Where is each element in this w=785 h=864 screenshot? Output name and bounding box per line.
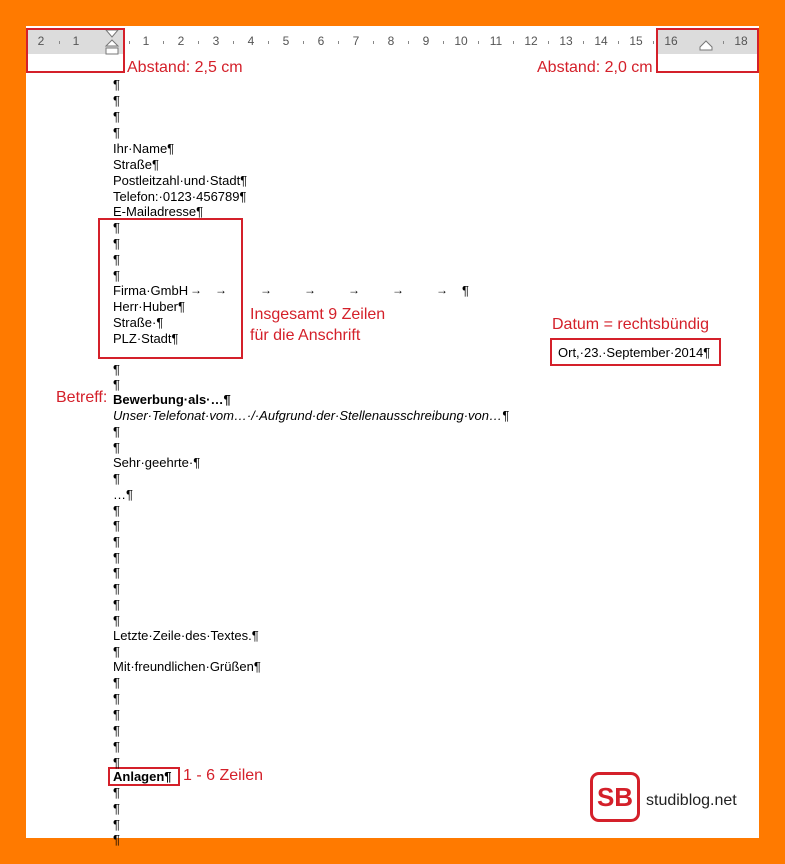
date-note-label: Datum = rechtsbündig (552, 316, 709, 333)
ruler-number: 2 (177, 34, 185, 48)
blank-line: ¶ (113, 77, 120, 92)
ruler-number: 15 (629, 34, 643, 48)
date-line: Ort,·23.·September·2014¶ (558, 345, 711, 360)
blank-line: ¶ (113, 581, 120, 596)
ruler-number: 12 (524, 34, 538, 48)
blank-line: ¶ (113, 518, 120, 533)
ruler-number: 13 (559, 34, 573, 48)
tab-arrow-icon: → (304, 283, 316, 297)
ruler-tick (408, 41, 409, 44)
blank-line: ¶ (113, 534, 120, 549)
blank-line: ¶ (113, 377, 120, 392)
right-margin-highlight (656, 28, 759, 73)
ruler-tick (653, 41, 654, 44)
blank-line: ¶ (113, 785, 120, 800)
tab-arrow-icon: → (260, 283, 272, 297)
blank-line: ¶ (113, 817, 120, 832)
tab-arrow-icon: → (392, 283, 404, 297)
sender-line: Straße¶ (113, 157, 159, 172)
ruler-tick (513, 41, 514, 44)
blank-line: ¶ (113, 550, 120, 565)
subject-line: Bewerbung·als·…¶ (113, 392, 231, 407)
subject-label: Betreff: (56, 389, 108, 406)
ruler-tick (163, 41, 164, 44)
blank-line: ¶ (113, 707, 120, 722)
ruler-tick (443, 41, 444, 44)
blank-line: ¶ (113, 801, 120, 816)
ruler-number: 11 (489, 34, 503, 48)
tab-arrow-icon: → (348, 283, 360, 297)
ruler-number: 9 (422, 34, 430, 48)
ruler-tick (478, 41, 479, 44)
ruler-number: 8 (387, 34, 395, 48)
recipient-line: Straße·¶ (113, 315, 164, 330)
blank-line: ¶ (113, 440, 120, 455)
ruler-number: 18 (734, 34, 748, 48)
attachments-line: Anlagen¶ (113, 769, 172, 784)
blank-line: ¶ (113, 236, 120, 251)
left-margin-label: Abstand: 2,5 cm (127, 59, 243, 76)
blank-line: ¶ (113, 739, 120, 754)
salutation-line: Sehr·geehrte·¶ (113, 455, 201, 470)
ruler-tick (338, 41, 339, 44)
studiblog-name: studiblog.net (646, 792, 737, 809)
blank-line: ¶ (113, 109, 120, 124)
ruler-tick (583, 41, 584, 44)
blank-line: ¶ (113, 125, 120, 140)
studiblog-logo: SB (590, 772, 640, 822)
ruler-number: 10 (454, 34, 468, 48)
ruler-number: 7 (352, 34, 360, 48)
recipient-company-line: Firma·GmbH (113, 283, 189, 298)
document-page (26, 26, 759, 847)
tab-arrow-icon: → (436, 283, 448, 297)
blank-line: ¶ (113, 691, 120, 706)
recipient-tab-end: ¶ (462, 283, 469, 298)
blank-line: ¶ (113, 644, 120, 659)
ruler-tick (268, 41, 269, 44)
last-text-line: Letzte·Zeile·des·Textes.¶ (113, 628, 259, 643)
ruler-number: 1 (142, 34, 150, 48)
sender-line: Ihr·Name¶ (113, 141, 175, 156)
intro-line: Unser·Telefonat·vom…·/·Aufgrund·der·Stellenausschreibung·von…¶ (113, 408, 509, 423)
ruler-tick (303, 41, 304, 44)
ruler-number: 14 (594, 34, 608, 48)
blank-line: ¶ (113, 362, 120, 377)
closing-line: Mit·freundlichen·Grüßen¶ (113, 659, 261, 674)
blank-line: ¶ (113, 220, 120, 235)
tab-arrow-icon: → (190, 283, 202, 297)
ruler-number: 3 (212, 34, 220, 48)
blank-line: ¶ (113, 755, 120, 770)
horizontal-ruler[interactable] (26, 26, 759, 56)
ruler-tick (548, 41, 549, 44)
sender-line: Postleitzahl·und·Stadt¶ (113, 173, 248, 188)
ruler-tick (618, 41, 619, 44)
tab-arrow-icon: → (215, 283, 227, 297)
sender-line: Telefon:·0123·456789¶ (113, 189, 247, 204)
recipient-line: Herr·Huber¶ (113, 299, 185, 314)
blank-line: ¶ (113, 424, 120, 439)
blank-line: ¶ (113, 832, 120, 847)
ruler-number: 5 (282, 34, 290, 48)
blank-line: ¶ (113, 268, 120, 283)
ellipsis-line: …¶ (113, 487, 133, 502)
blank-line: ¶ (113, 252, 120, 267)
blank-line: ¶ (113, 723, 120, 738)
ruler-number: 2 (37, 34, 45, 48)
blank-line: ¶ (113, 675, 120, 690)
ruler-tick (233, 41, 234, 44)
ruler-tick (129, 41, 130, 44)
blank-line: ¶ (113, 565, 120, 580)
address-lines-label: Insgesamt 9 Zeilen (250, 306, 386, 323)
blank-line: ¶ (113, 471, 120, 486)
ruler-tick (198, 41, 199, 44)
blank-line: ¶ (113, 503, 120, 518)
right-margin-label: Abstand: 2,0 cm (537, 59, 653, 76)
address-lines-label-2: für die Anschrift (250, 327, 361, 344)
blank-line: ¶ (113, 93, 120, 108)
sender-line: E-Mailadresse¶ (113, 204, 204, 219)
ruler-number: 16 (664, 34, 678, 48)
ruler-number: 1 (72, 34, 80, 48)
recipient-line: PLZ·Stadt¶ (113, 331, 179, 346)
left-margin-highlight (26, 28, 125, 73)
attachments-label: 1 - 6 Zeilen (183, 767, 264, 784)
blank-line: ¶ (113, 613, 120, 628)
blank-line: ¶ (113, 597, 120, 612)
ruler-tick (373, 41, 374, 44)
ruler-number: 6 (317, 34, 325, 48)
ruler-number: 4 (247, 34, 255, 48)
